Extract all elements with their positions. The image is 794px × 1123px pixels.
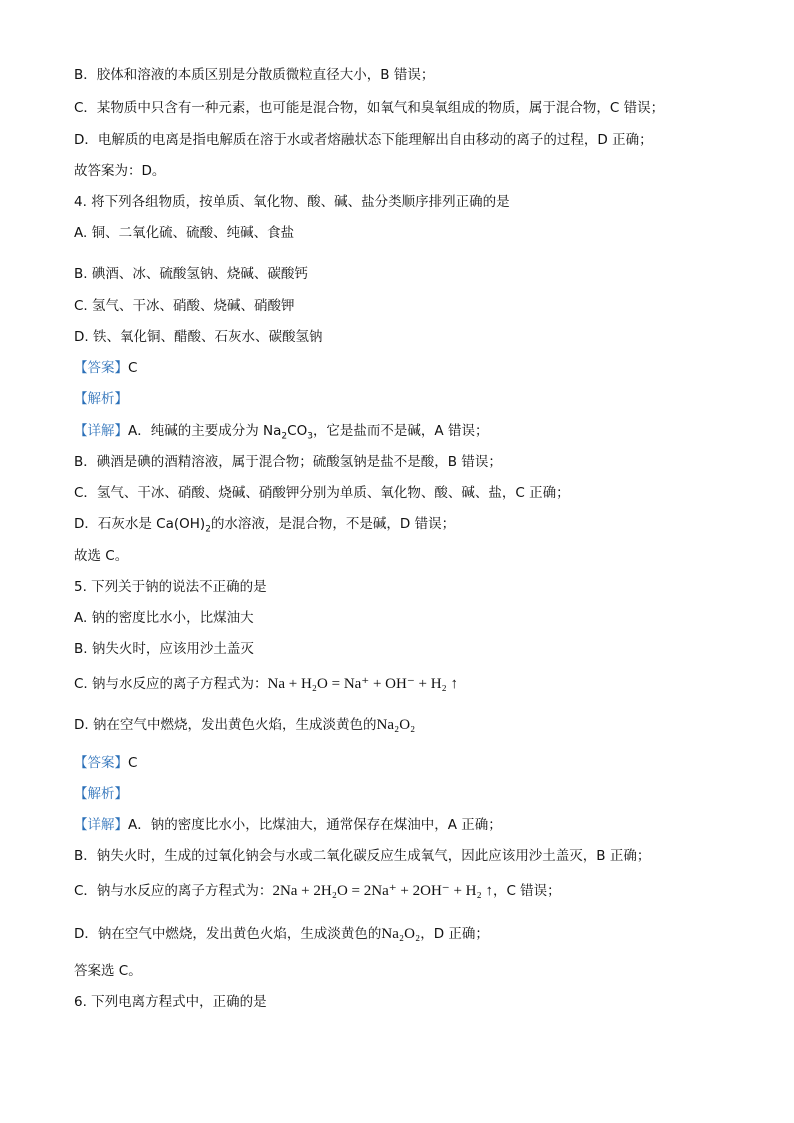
answer-label: 【答案】 — [74, 755, 128, 771]
q5-option-d: D. 钠在空气中燃烧，发出黄色火焰，生成淡黄色的Na₂O₂ — [74, 717, 416, 733]
q4-option-c: C. 氢气、干冰、硝酸、烧碱、硝酸钾 — [74, 298, 295, 314]
detail-label: 【详解】 — [74, 817, 128, 833]
answer-label: 【答案】 — [74, 360, 128, 376]
q4-stem: 4. 将下列各组物质，按单质、氧化物、酸、碱、盐分类顺序排列正确的是 — [74, 194, 510, 210]
answer-value: C — [128, 360, 138, 376]
q5-detail-b: B．钠失火时，生成的过氧化钠会与水或二氧化碳反应生成氧气，因此应该用沙土盖灭，B 正确； — [74, 848, 651, 864]
q4-option-a: A. 铜、二氧化硫、硫酸、纯碱、食盐 — [74, 225, 295, 241]
q4-answer — [74, 359, 137, 377]
q5-analysis-label: 【解析】 — [74, 786, 128, 802]
q4-option-d: D. 铁、氧化铜、醋酸、石灰水、碳酸氢钠 — [74, 329, 323, 345]
q3-conclusion: 故答案为：D。 — [74, 163, 166, 179]
q5-option-a: A. 钠的密度比水小，比煤油大 — [74, 610, 254, 626]
q5-conclusion: 答案选 C。 — [74, 963, 142, 979]
q5-option-b: B. 钠失火时，应该用沙土盖灭 — [74, 641, 254, 657]
q3-option-d-explanation: D．电解质的电离是指电解质在溶于水或者熔融状态下能理解出自由移动的离子的过程，D 正确； — [74, 132, 653, 148]
q6-stem: 6. 下列电离方程式中，正确的是 — [74, 994, 267, 1010]
q5-detail-a: 【详解】A．钠的密度比水小，比煤油大，通常保存在煤油中，A 正确； — [74, 817, 502, 833]
chemical-formula: Na₂O₂ — [381, 926, 421, 942]
q5-detail-c: C．钠与水反应的离子方程式为：2Na + 2H₂O = 2Na⁺ + 2OH⁻ + H₂ ↑，C 错误； — [74, 883, 561, 899]
chemical-formula: Na₂O₂ — [376, 717, 416, 733]
q4-detail-d: D．石灰水是 $Ca(OH)_2$的水溶液，是混合物，不是碱，D 错误； — [74, 516, 456, 535]
q5-stem: 5. 下列关于钠的说法不正确的是 — [74, 579, 267, 595]
q5-answer — [74, 754, 137, 772]
q5-option-c: C. 钠与水反应的离子方程式为：Na + H₂O = Na⁺ + OH⁻ + H₂ ↑ — [74, 676, 459, 692]
ionic-equation: Na + H₂O = Na⁺ + OH⁻ + H₂ ↑ — [267, 676, 459, 692]
q4-detail-b: B．碘酒是碘的酒精溶液，属于混合物；硫酸氢钠是盐不是酸，B 错误； — [74, 454, 502, 470]
q4-detail-c: C．氢气、干冰、硝酸、烧碱、硝酸钾分别为单质、氧化物、酸、碱、盐，C 正确； — [74, 485, 570, 501]
detail-label: 【详解】 — [74, 423, 128, 439]
ionic-equation: 2Na + 2H₂O = 2Na⁺ + 2OH⁻ + H₂ ↑ — [272, 883, 493, 899]
q4-conclusion: 故选 C。 — [74, 548, 129, 564]
q3-option-b-explanation: B．胶体和溶液的本质区别是分散质微粒直径大小，B 错误； — [74, 67, 435, 83]
q4-detail-a: 【详解】A．纯碱的主要成分为 $Na_2CO_3$，它是盐而不是碱，A 错误； — [74, 423, 489, 442]
q3-option-c-explanation: C．某物质中只含有一种元素，也可能是混合物，如氧气和臭氧组成的物质，属于混合物，C 错误； — [74, 100, 665, 116]
answer-value: C — [128, 755, 138, 771]
q4-option-b: B. 碘酒、冰、硫酸氢钠、烧碱、碳酸钙 — [74, 266, 308, 282]
q4-analysis-label: 【解析】 — [74, 391, 128, 407]
q5-detail-d: D．钠在空气中燃烧，发出黄色火焰，生成淡黄色的Na₂O₂，D 正确； — [74, 926, 489, 942]
